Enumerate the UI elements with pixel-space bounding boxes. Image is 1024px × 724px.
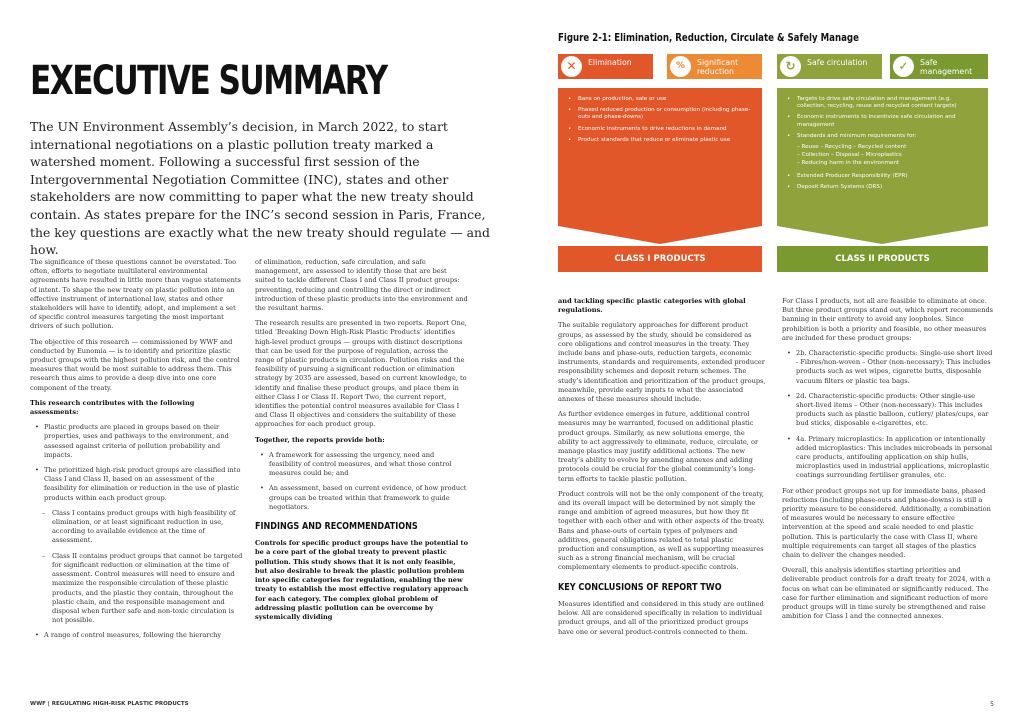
list-item: • The prioritized high-risk product groups are classified into Class I and Class II, based on an assessment of the feasibility for elimination or reduction in the use of plastic products within each product group. xyxy=(30,466,244,503)
section-heading: Together, the reports provide both: xyxy=(255,435,385,444)
footer-text: WWF | REGULATING HIGH-RISK PLASTIC PRODUCTS xyxy=(30,701,189,707)
list-item: • 2d. Characteristic-specific products: Other single-use short-lived items – Other (non-necessary): This includes products such as plastic balloon, cutlery/ plates/cups, ear bud sticks, disposable e-cigarettes, etc. xyxy=(782,392,994,429)
sub-item: – Collection – Disposal – Microplastics xyxy=(797,152,902,159)
list-item: • Phased reduced production or consumption (including phase-outs and phase-downs) xyxy=(568,107,754,121)
paragraph: As further evidence emerges in future, additional control measures may be warranted, focused on additional plastic product groups. Similarly, as new solutions emerge, the ability to act aggressively to eliminate, reduce, circulate, or manage plastics may justify additional actions. The new treaty’s ability to evolve by amending annexes and adding protocols could be crucial for the global community’s long-term efforts to tackle plastic pollution. xyxy=(558,410,759,483)
bullet-list xyxy=(30,423,244,640)
bullet-list xyxy=(255,451,469,512)
check-shield-icon: ✓ xyxy=(893,56,914,77)
header-label: Elimination xyxy=(588,58,632,67)
paragraph: and tackling specific plastic categories with global regulations. xyxy=(558,297,746,315)
header-elimination xyxy=(558,54,653,79)
header-label: Safe circulation xyxy=(807,58,868,67)
conclusions-heading: KEY CONCLUSIONS OF REPORT TWO xyxy=(558,581,722,593)
list-item: • Economic instruments to incentivize safe circulation and management xyxy=(787,114,980,128)
header-circulation xyxy=(777,54,882,79)
intro-paragraph: The UN Environment Assembly’s decision, in March 2022, to start international negotiations on a plastic pollution treaty marked a watershed moment. Following a successful first session of the Intergovernmental Negotiation Committee (INC), states and other stakeholders are now committing to paper what the new treaty should contain. As states prepare for the INC’s second session in Paris, France, the key questions are exactly what the new treaty should regulate — and how. xyxy=(30,119,490,258)
findings-heading: FINDINGS AND RECOMMENDATIONS xyxy=(255,521,418,533)
list-item: • 4a. Primary microplastics: In application or intentionally added microplastics: This includes microbeads in personal care products, antifouling application on ship hulls, microplastics used in industrial applications, microplastic coatings surrounding fertiliser granules, etc. xyxy=(782,435,994,481)
paragraph: The research results are presented in two reports. Report One, titled ‘Breaking Down High-Risk Plastic Products’ identifies high-level product groups — groups with distinct descriptions that can be used for the purpose of regulation, across the range of plastic products in circulation. Pollution risks and the feasibility of pursuing a significant reduction or elimination strategy by 2035 are assessed, based on current knowledge, to identify and finalise these product groups, and place them in either Class I or Class II. Report Two, the current report, identifies the potential control measures available for Class I and Class II objectives and considers the suitability of these approaches for each product group. xyxy=(255,319,467,429)
header-label: Significant reduction xyxy=(697,58,739,76)
class-i-bar: CLASS I PRODUCTS xyxy=(558,246,762,272)
figure-title: Figure 2-1: Elimination, Reduction, Circulate & Safely Manage xyxy=(558,32,859,44)
paragraph: Overall, this analysis identifies starting priorities and deliverable product controls for a draft treaty for 2024, with a focus on what can be eliminated or significantly reduced. The case for further elimination and significant reduction of more product groups will in time surely be strengthened and raise ambition for Class I and the connected annexes. xyxy=(782,566,991,621)
sub-item: – Reducing harm in the environment xyxy=(797,160,900,167)
paragraph: The suitable regulatory approaches for different product groups, as assessed by the study, should be considered as core obligations and control measures in the treaty. They include bans and phase-outs, reduction targets, economic instruments, standards and requirements, extended producer responsibility schemes and deposit return schemes. The study’s identification and prioritization of the product groups, meanwhile, provide early inputs to what the associated annexes of these measures should include. xyxy=(558,321,766,404)
list-item: • Plastic products are placed in groups based on their properties, uses and pathways to the environment, and assessed against criteria of pollution probability and impacts. xyxy=(30,423,244,460)
list-item: • A range of control measures, following the hierarchy xyxy=(30,631,244,640)
list-item: • Standards and minimum requirements for: xyxy=(787,133,980,140)
header-label: Safe management xyxy=(920,58,973,76)
paragraph: The significance of these questions cannot be overstated. Too often, efforts to negotiate multilateral environmental agreements have resulted in little more than vague statements of intent. To shape the new treaty on plastic pollution into an effective instrument of international law, states and other stakeholders will have to identify, adopt, and implement a set of specific control measures targeting the most important drivers of such pollution. xyxy=(30,258,241,331)
list-item: • Deposit Return Systems (DRS) xyxy=(787,184,980,191)
header-management xyxy=(890,54,988,79)
list-item: • Extended Producer Responsibility (EPR) xyxy=(787,173,980,180)
list-item: • An assessment, based on current evidence, of how product groups can be treated within that framework to guide negotiators. xyxy=(255,484,469,512)
list-item: • A framework for assessing the urgency, need and feasibility of control measures, and what those control measures could be; and xyxy=(255,451,469,479)
list-item: • Bans on production, sale or use xyxy=(568,96,754,103)
left-column-1 xyxy=(30,258,244,647)
recycle-icon: ↻ xyxy=(780,56,801,77)
right-column-2 xyxy=(782,297,994,628)
paragraph: For Class I products, not all are feasible to eliminate at once. But three product groups stand out, which report recommends banning in their entirety to avoid any loopholes. Since prohibition is both a priority and feasible, no other measures are included for these product groups: xyxy=(782,297,994,342)
sub-item: – Reuse – Recycling – Recycled content xyxy=(797,144,907,151)
list-item: – Class II contains product groups that cannot be targeted for significant reduction or elimination at the time of assessment. Control measures will need to ensure and maximize the responsible circulation of these plastic products, and the plastic they contain, throughout the plastic chain, and the responsible management and disposal when further safe and non-toxic circulation is not possible. xyxy=(30,552,244,626)
list-item: • Product standards that reduce or eliminate plastic use xyxy=(568,137,754,144)
right-page xyxy=(512,0,1024,724)
paragraph: For other product groups not up for immediate bans, phased reductions (including phase-outs and phase-downs) is still a priority measure to be considered. Additionally, a combination of measures would be necessary to ensure effective intervention at the speed and scale needed to end plastic pollution. This is particularly the case with Class II, where multiple requirements can target all stages of the plastics chain to deliver the changes needed. xyxy=(782,486,991,560)
paragraph: The objective of this research — commissioned by WWF and conducted by Eunomia — is to identify and prioritize plastic product groups with the highest pollution risk, and the control measures that would be most suitable to address them. This research thus aims to provide a deep dive into one core component of the treaty. xyxy=(30,337,240,392)
percent-icon: % xyxy=(670,56,691,77)
paragraph: Measures identified and considered in this study are outlined below. All are considered specifically in relation to individual product groups, and all of the prioritized product groups have one or several product-controls connected to them. xyxy=(558,599,764,636)
page-number: 5 xyxy=(990,701,994,708)
bold-paragraph: Controls for specific product groups have the potential to be a core part of the global treaty to prevent plastic pollution. This study shows that it is not only feasible, but also desirable to break the plastic pollution problem into specific categories for regulation, enabling the new treaty to establish the most effective regulatory approach for each category. The complex global problem of addressing plastic pollution can be overcome by systemically dividing xyxy=(255,539,469,621)
right-column-1 xyxy=(558,297,766,643)
left-column-2 xyxy=(255,258,469,628)
class-ii-measures xyxy=(777,90,988,220)
header-reduction xyxy=(667,54,762,79)
list-item: – Class I contains product groups with high feasibility of elimination, or at least significant reduction in use, according to available evidence at the time of assessment. xyxy=(30,509,244,546)
bullet-list xyxy=(782,349,994,481)
page-title: EXECUTIVE SUMMARY xyxy=(30,58,387,104)
x-circle-icon: ✕ xyxy=(561,56,582,77)
section-heading: This research contributes with the following assessments: xyxy=(30,398,195,417)
list-item: • Economic instruments to drive reductions in demand xyxy=(568,126,754,133)
list-item: • 2b. Characteristic-specific products: Single-use short lived - Fibres/non-woven – Other (non-necessary): This includes products such as wet wipes, cigarette butts, disposable vacuum filters or plastic tea bags. xyxy=(782,349,994,386)
class-i-measures xyxy=(558,90,762,220)
paragraph: Product controls will not be the only component of the treaty, and its overall impact will be determined by not simply the range and ambition of agreed measures, but how they fit together with each other and with other aspects of the treaty. Bans and phase-outs of certain types of polymers and additives, general obligations related to total plastic production and consumption, as well as supporting measures such as a strong financial mechanism, will be crucial complementary elements to product-specific controls. xyxy=(558,489,765,572)
list-item: • Targets to drive safe circulation and management (e.g. collection, recycling, reuse and recycled content targets) xyxy=(787,96,980,110)
paragraph: of elimination, reduction, safe circulation, and safe management, are assessed to identify those that are best suited to tackle different Class I and Class II product groups: preventing, reducing and controlling the direct or indirect introduction of these plastic products into the environment and the resultant harms. xyxy=(255,258,468,313)
class-ii-bar: CLASS II PRODUCTS xyxy=(777,246,988,272)
